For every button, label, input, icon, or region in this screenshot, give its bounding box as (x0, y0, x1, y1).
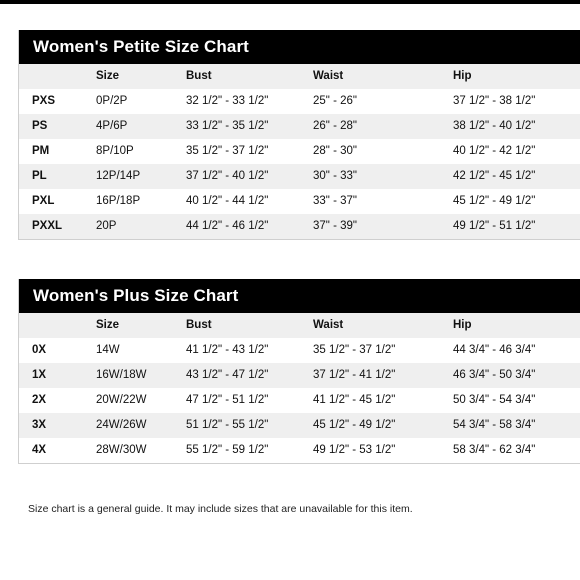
size-value: 12P/14P (96, 170, 141, 182)
plus-size-chart (18, 279, 580, 464)
table-row (19, 139, 580, 164)
table-row (19, 164, 580, 189)
size-code: 4X (32, 444, 47, 456)
petite-size-chart (18, 30, 580, 240)
size-value: 20W/22W (96, 394, 147, 406)
hip-value: 50 3/4" - 54 3/4" (453, 394, 536, 406)
table-row (19, 363, 580, 388)
table-row (19, 438, 580, 463)
column-header-waist: Waist (313, 319, 344, 331)
bust-value: 44 1/2" - 46 1/2" (186, 220, 269, 232)
bust-value: 35 1/2" - 37 1/2" (186, 145, 269, 157)
size-value: 0P/2P (96, 95, 128, 107)
table-row (19, 388, 580, 413)
column-header-bust: Bust (186, 319, 212, 331)
size-value: 14W (96, 344, 120, 356)
column-header-bust: Bust (186, 70, 212, 82)
size-code: PXS (32, 95, 56, 107)
size-value: 28W/30W (96, 444, 147, 456)
petite-chart-title: Women's Petite Size Chart (19, 30, 580, 64)
bust-value: 55 1/2" - 59 1/2" (186, 444, 269, 456)
bust-value: 43 1/2" - 47 1/2" (186, 369, 269, 381)
size-value: 8P/10P (96, 145, 134, 157)
bust-value: 47 1/2" - 51 1/2" (186, 394, 269, 406)
waist-value: 37" - 39" (313, 220, 357, 232)
waist-value: 49 1/2" - 53 1/2" (313, 444, 396, 456)
waist-value: 35 1/2" - 37 1/2" (313, 344, 396, 356)
column-header-size: Size (96, 319, 120, 331)
table-row (19, 89, 580, 114)
size-code: PXXL (32, 220, 63, 232)
column-header-waist: Waist (313, 70, 344, 82)
hip-value: 45 1/2" - 49 1/2" (453, 195, 536, 207)
size-value: 24W/26W (96, 419, 147, 431)
bust-value: 51 1/2" - 55 1/2" (186, 419, 269, 431)
size-code: 1X (32, 369, 47, 381)
petite-header-row (19, 64, 580, 89)
size-code: 0X (32, 344, 47, 356)
table-row (19, 338, 580, 363)
hip-value: 42 1/2" - 45 1/2" (453, 170, 536, 182)
table-row (19, 114, 580, 139)
size-code: PM (32, 145, 50, 157)
waist-value: 33" - 37" (313, 195, 357, 207)
hip-value: 58 3/4" - 62 3/4" (453, 444, 536, 456)
size-code: 2X (32, 394, 47, 406)
waist-value: 26" - 28" (313, 120, 357, 132)
hip-value: 40 1/2" - 42 1/2" (453, 145, 536, 157)
bust-value: 40 1/2" - 44 1/2" (186, 195, 269, 207)
hip-value: 44 3/4" - 46 3/4" (453, 344, 536, 356)
plus-chart-title: Women's Plus Size Chart (19, 279, 580, 313)
waist-value: 30" - 33" (313, 170, 357, 182)
hip-value: 49 1/2" - 51 1/2" (453, 220, 536, 232)
waist-value: 25" - 26" (313, 95, 357, 107)
size-value: 20P (96, 220, 117, 232)
size-value: 4P/6P (96, 120, 128, 132)
bust-value: 37 1/2" - 40 1/2" (186, 170, 269, 182)
bust-value: 33 1/2" - 35 1/2" (186, 120, 269, 132)
hip-value: 46 3/4" - 50 3/4" (453, 369, 536, 381)
table-row (19, 413, 580, 438)
hip-value: 38 1/2" - 40 1/2" (453, 120, 536, 132)
size-chart-footnote: Size chart is a general guide. It may include sizes that are unavailable for this item. (28, 503, 413, 515)
size-code: PS (32, 120, 48, 132)
bust-value: 32 1/2" - 33 1/2" (186, 95, 269, 107)
waist-value: 41 1/2" - 45 1/2" (313, 394, 396, 406)
column-header-size: Size (96, 70, 120, 82)
table-row (19, 214, 580, 239)
size-code: PXL (32, 195, 55, 207)
bust-value: 41 1/2" - 43 1/2" (186, 344, 269, 356)
waist-value: 45 1/2" - 49 1/2" (313, 419, 396, 431)
table-row (19, 189, 580, 214)
waist-value: 37 1/2" - 41 1/2" (313, 369, 396, 381)
hip-value: 54 3/4" - 58 3/4" (453, 419, 536, 431)
top-border (0, 0, 580, 4)
waist-value: 28" - 30" (313, 145, 357, 157)
hip-value: 37 1/2" - 38 1/2" (453, 95, 536, 107)
column-header-hip: Hip (453, 70, 472, 82)
column-header-hip: Hip (453, 319, 472, 331)
size-value: 16W/18W (96, 369, 147, 381)
size-code: 3X (32, 419, 47, 431)
size-code: PL (32, 170, 47, 182)
plus-header-row (19, 313, 580, 338)
size-value: 16P/18P (96, 195, 141, 207)
